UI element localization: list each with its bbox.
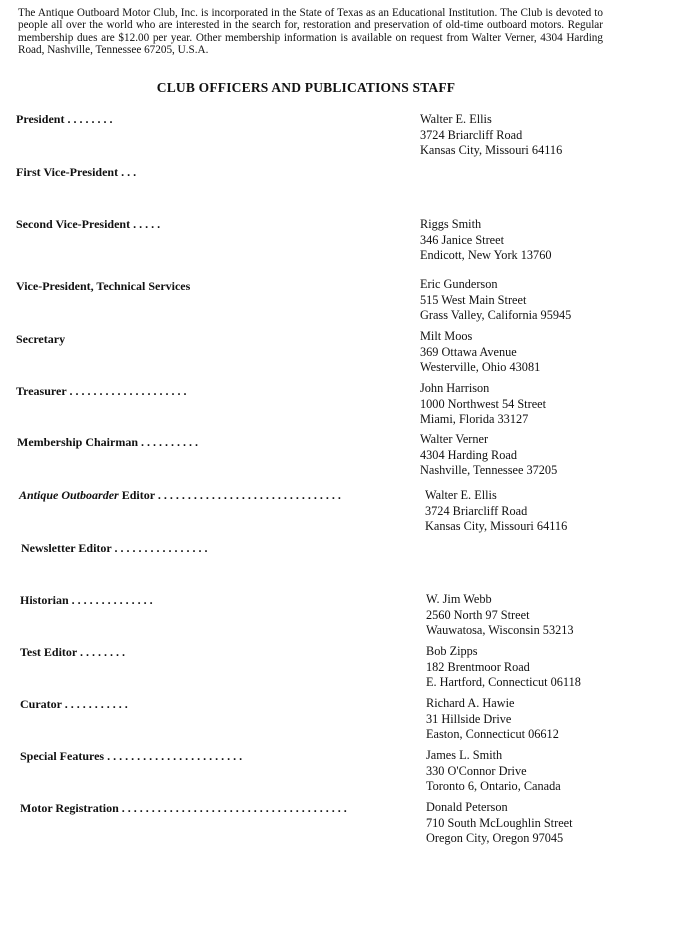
address-line-1: 330 O'Connor Drive xyxy=(426,763,527,778)
officer-name: James L. Smith xyxy=(426,748,503,762)
officer-name: Walter E. Ellis xyxy=(420,112,492,126)
officer-address xyxy=(420,277,571,324)
address-line-1: 346 Janice Street xyxy=(420,232,505,247)
officer-name: Eric Gunderson xyxy=(420,277,498,291)
section-heading: CLUB OFFICERS AND PUBLICATIONS STAFF xyxy=(156,80,456,95)
intro-paragraph xyxy=(18,7,603,57)
address-line-2: Easton, Connecticut 06612 xyxy=(426,727,559,741)
officer-address xyxy=(420,432,557,479)
officer-address xyxy=(420,112,562,159)
role-label: First Vice-President . . . xyxy=(16,165,137,179)
address-line-2: Nashville, Tennessee 37205 xyxy=(420,463,558,477)
officer-name: Milt Moos xyxy=(420,329,473,343)
officer-address xyxy=(426,800,573,847)
role-label: Antique Outboarder Editor . . . . . . . . . . . . . . . . . . . . . . . . . . . . . . . xyxy=(19,488,341,502)
address-line-1: 515 West Main Street xyxy=(420,292,527,307)
address-line-2: Endicott, New York 13760 xyxy=(420,248,552,262)
address-line-1: 710 South McLoughlin Street xyxy=(426,815,573,830)
address-line-1: 369 Ottawa Avenue xyxy=(420,344,517,359)
officer-address xyxy=(420,381,546,428)
officer-name: Riggs Smith xyxy=(420,217,482,231)
address-line-2: Westerville, Ohio 43081 xyxy=(420,360,541,374)
address-line-2: Oregon City, Oregon 97045 xyxy=(426,831,564,845)
officer-address xyxy=(420,329,540,376)
role-label: Second Vice-President . . . . . xyxy=(16,217,161,231)
address-line-2: Kansas City, Missouri 64116 xyxy=(425,519,568,533)
officer-name: Donald Peterson xyxy=(426,800,508,814)
officer-name: Bob Zipps xyxy=(426,644,478,658)
role-label: Secretary xyxy=(16,332,66,346)
address-line-2: Toronto 6, Ontario, Canada xyxy=(426,779,561,793)
role-label: Membership Chairman . . . . . . . . . . xyxy=(17,435,198,449)
officer-name: John Harrison xyxy=(420,381,490,395)
officer-address xyxy=(426,592,574,639)
role-label: Test Editor . . . . . . . . xyxy=(20,645,126,659)
officer-address xyxy=(420,217,552,264)
address-line-2: Grass Valley, California 95945 xyxy=(420,308,572,322)
address-line-1: 3724 Briarcliff Road xyxy=(420,127,523,142)
address-line-1: 1000 Northwest 54 Street xyxy=(420,396,547,411)
role-label: President . . . . . . . . xyxy=(16,112,113,126)
intro-text: The Antique Outboard Motor Club, Inc. is incorporated in the State of Texas as an Educational Institution. The Club is devoted to people all over the world who are interested in the search for, restoration and preservation of old-time outboard motors. Regular membership dues are $12.00 per year. Other membership information is available on request from Walter Verner, 4304 Harding Road, Nashville, Tennessee 67205, U.S.A. xyxy=(18,7,603,57)
officer-name: Walter E. Ellis xyxy=(425,488,497,502)
role-label: Vice-President, Technical Services xyxy=(16,279,191,293)
officer-address xyxy=(426,748,561,795)
address-line-2: E. Hartford, Connecticut 06118 xyxy=(426,675,581,689)
role-label: Treasurer . . . . . . . . . . . . . . . . . . . . xyxy=(16,384,187,398)
address-line-1: 2560 North 97 Street xyxy=(426,607,530,622)
officer-name: Walter Verner xyxy=(420,432,489,446)
address-line-1: 4304 Harding Road xyxy=(420,447,517,462)
officer-address xyxy=(426,644,581,691)
address-line-1: 3724 Briarcliff Road xyxy=(425,503,528,518)
role-label: Special Features . . . . . . . . . . . . . . . . . . . . . . . xyxy=(20,749,243,763)
role-label: Curator . . . . . . . . . . . xyxy=(20,697,128,711)
role-label: Historian . . . . . . . . . . . . . . xyxy=(20,593,153,607)
address-line-1: 31 Hillside Drive xyxy=(426,711,512,726)
officer-name: Richard A. Hawie xyxy=(426,696,515,710)
role-label: Newsletter Editor . . . . . . . . . . . . . . . . xyxy=(21,541,208,555)
address-line-2: Kansas City, Missouri 64116 xyxy=(420,143,563,157)
address-line-1: 182 Brentmoor Road xyxy=(426,659,530,674)
officer-name: W. Jim Webb xyxy=(426,592,492,606)
address-line-2: Wauwatosa, Wisconsin 53213 xyxy=(426,623,574,637)
officer-address xyxy=(425,488,567,535)
address-line-2: Miami, Florida 33127 xyxy=(420,412,529,426)
role-label: Motor Registration . . . . . . . . . . . . . . . . . . . . . . . . . . . . . . . . . . . . . . xyxy=(20,801,347,815)
officer-address xyxy=(426,696,559,743)
